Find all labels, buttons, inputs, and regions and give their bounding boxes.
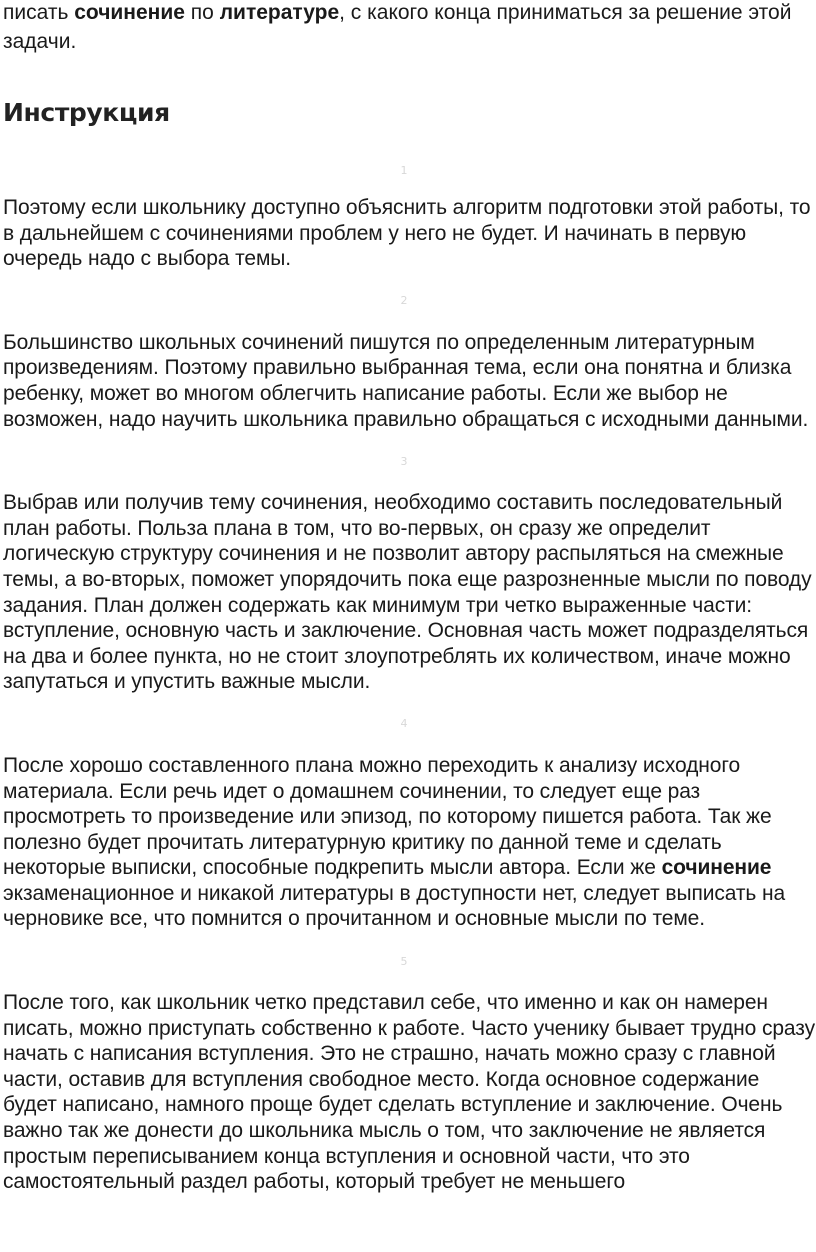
- intro-text-3: , с какого конца приниматься за решение этой задачи.: [3, 1, 792, 53]
- step-4-bold-essay: сочинение: [661, 856, 772, 880]
- intro-text-1: писать: [3, 1, 75, 24]
- intro-bold-literature: литературе: [219, 1, 340, 24]
- step-paragraph-1: Поэтому если школьнику доступно объяснить алгоритм подготовки этой работы, то в дальнейшем с сочинениями проблем у него не будет. И начинать в первую очередь надо с выбора темы.: [3, 196, 811, 271]
- step-paragraph-4: [3, 753, 815, 932]
- intro-paragraph: [3, 0, 815, 56]
- intro-text-2: по: [184, 1, 220, 24]
- step-marker-3: 3: [400, 454, 408, 468]
- step-marker-5: 5: [400, 954, 408, 968]
- step-paragraph-3: Выбрав или получив тему сочинения, необходимо составить последовательный план работы. Польза плана в том, что во-первых, он сразу же определит логическую структуру сочинения и не позволит автору распыляться на смежные темы, а во-вторых, поможет упорядочить пока еще разрозненные мысли по поводу задания. План должен содержать как минимум три четко выраженные части: вступление, основную часть и заключение. Основная часть может подразделяться на два и более пункта, но не стоит злоупотреблять их количеством, иначе можно запутаться и упустить важные мысли.: [3, 491, 812, 694]
- intro-bold-essay: сочинение: [74, 1, 185, 24]
- step-marker-1: 1: [400, 163, 408, 177]
- step-marker-2: 2: [400, 294, 408, 308]
- section-heading: Инструкция: [3, 98, 170, 127]
- step-4-text-1: После хорошо составленного плана можно переходить к анализу исходного материала. Если речь идет о домашнем сочинении, то следует еще раз просмотреть то произведение или эпизод, по которому пишется работа. Так же полезно будет прочитать литературную критику по данной теме и сделать некоторые выписки, способные подкрепить мысли автора. Если же: [3, 753, 772, 880]
- article: [3, 0, 815, 1195]
- step-4-text-2: экзаменационное и никакой литературы в доступности нет, следует выписать на черновике все, что помнится о прочитанном и основные мысли по теме.: [3, 881, 786, 931]
- step-paragraph-2: Большинство школьных сочинений пишутся по определенным литературным произведениям. Поэтому правильно выбранная тема, если она понятна и близка ребенку, может во многом облегчить написание работы. Если же выбор не возможен, надо научить школьника правильно обращаться с исходными данными.: [3, 330, 809, 431]
- step-marker-4: 4: [400, 717, 408, 731]
- step-paragraph-5: После того, как школьник четко представил себе, что именно и как он намерен писать, можно приступать собственно к работе. Часто ученику бывает трудно сразу начать с написания вступления. Это не страшно, начать можно сразу с главной части, оставив для вступления свободное место. Когда основное содержание будет написано, намного проще будет сделать вступление и заключение. Очень важно так же донести до школьника мысль о том, что заключение не является простым переписыванием конца вступления и основной части, что это самостоятельный раздел работы, который требует не меньшего: [3, 991, 815, 1194]
